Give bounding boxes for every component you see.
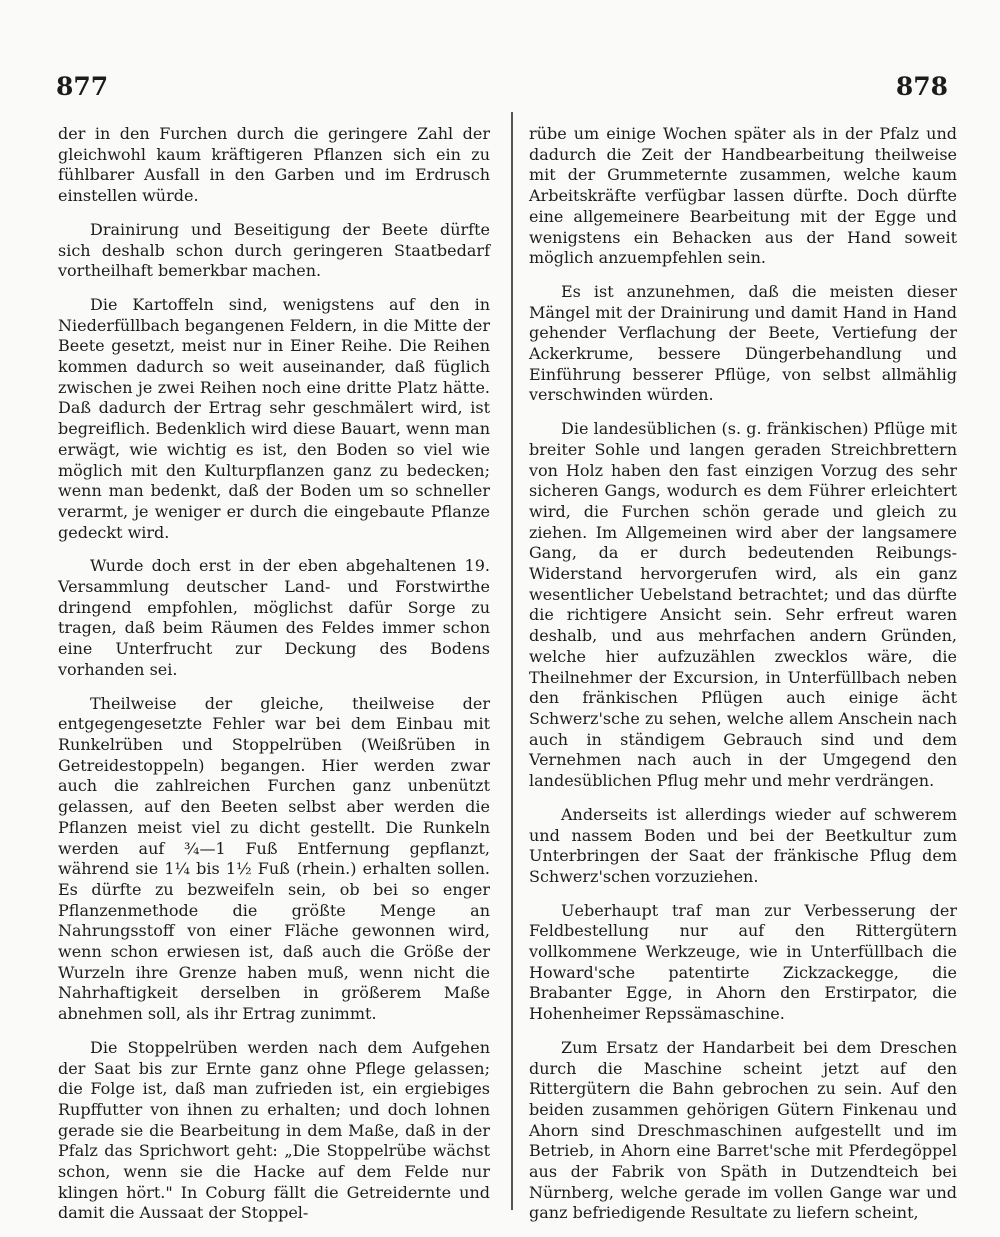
paragraph: Theilweise der gleiche, theilweise der entgegengesetzte Fehler war bei dem Einbau mit Runkelrüben und Stoppelrüben (Weißrüben in Getreidestoppeln) begangen. Hier werden zwar auch die zahlreichen Furchen ganz unbenützt gelassen, auf den Beeten selbst aber werden die Pflanzen meist viel zu dicht gestellt. Die Runkeln werden auf ¾—1 Fuß Entfernung gepflanzt, während sie 1¼ bis 1½ Fuß (rhein.) erhalten sollen. Es dürfte zu bezweifeln sein, ob bei so enger Pflanzenmethode die größte Menge an Nahrungsstoff von einer Fläche gewonnen wird, wenn schon erwiesen ist, daß auch die Größe der Wurzeln ihre Grenze haben muß, wenn nicht die Nahrhaftigkeit derselben in größerem Maße abnehmen soll, als ihr Ertrag zunimmt.: [58, 693, 490, 1024]
paragraph: Zum Ersatz der Handarbeit bei dem Dreschen durch die Maschine scheint jetzt auf den Rittergütern die Bahn gebrochen zu sein. Auf den beiden zusammen gehörigen Gütern Finkenau und Ahorn sind Dreschmaschinen aufgestellt und im Betrieb, in Ahorn eine Barret'sche mit Pferdegöppel aus der Fabrik von Späth in Dutzendteich bei Nürnberg, welche gerade im vollen Gange war und ganz befriedigende Resultate zu liefern scheint,: [529, 1037, 957, 1223]
paragraph: Drainirung und Beseitigung der Beete dürfte sich deshalb schon durch geringeren Staatbedarf vortheilhaft bemerkbar machen.: [58, 219, 490, 281]
paragraph: rübe um einige Wochen später als in der Pfalz und dadurch die Zeit der Handbearbeitung theilweise mit der Grummeternte zusammen, welche kaum Arbeitskräfte verfügbar lassen dürfte. Doch dürfte eine allgemeinere Bearbeitung mit der Egge und wenigstens ein Behacken aus der Hand soweit möglich anzuempfehlen sein.: [529, 124, 957, 268]
paragraph: Anderseits ist allerdings wieder auf schwerem und nassem Boden und bei der Beetkultur zum Unterbringen der Saat der fränkische Pflug dem Schwerz'schen vorzuziehen.: [529, 804, 957, 886]
paragraph: Wurde doch erst in der eben abgehaltenen 19. Versammlung deutscher Land- und Forstwirthe dringend empfohlen, möglichst dafür Sorge zu tragen, daß beim Räumen des Feldes immer schon eine Unterfrucht zur Deckung des Bodens vorhanden sei.: [58, 556, 490, 679]
left-column: [58, 124, 490, 1237]
paragraph: Ueberhaupt traf man zur Verbesserung der Feldbestellung nur auf den Rittergütern vollkommene Werkzeuge, wie in Unterfüllbach die Howard'sche patentirte Zickzackegge, die Brabanter Egge, in Ahorn den Erstirpator, die Hohenheimer Repssämaschine.: [529, 900, 957, 1024]
paragraph: Es ist anzunehmen, daß die meisten dieser Mängel mit der Drainirung und damit Hand in Hand gehender Verflachung der Beete, Vertiefung der Ackerkrume, bessere Düngerbehandlung und Einführung besserer Pflüge, von selbst allmählig verschwinden würden.: [529, 281, 957, 405]
paragraph: Die Stoppelrüben werden nach dem Aufgehen der Saat bis zur Ernte ganz ohne Pflege gelassen; die Folge ist, daß man zufrieden ist, ein ergiebiges Rupffutter von ihnen zu erhalten; und doch lohnen gerade sie die Bearbeitung in dem Maße, daß in der Pfalz das Sprichwort geht: „Die Stoppelrübe wächst schon, wenn sie die Hacke auf dem Felde nur klingen hört." In Coburg fällt die Getreidernte und damit die Aussaat der Stoppel-: [58, 1037, 490, 1223]
paragraph: der in den Furchen durch die geringere Zahl der gleichwohl kaum kräftigeren Pflanzen sich ein zu fühlbarer Ausfall in den Garben und im Erdrusch einstellen würde.: [58, 124, 490, 206]
paragraph: Die Kartoffeln sind, wenigstens auf den in Niederfüllbach begangenen Feldern, in die Mitte der Beete gesetzt, meist nur in Einer Reihe. Die Reihen kommen dadurch so weit auseinander, daß füglich zwischen je zwei Reihen noch eine dritte Platz hätte. Daß dadurch der Ertrag sehr geschmälert wird, ist begreiflich. Bedenklich wird diese Bauart, wenn man erwägt, wie wichtig es ist, den Boden so viel wie möglich mit den Kulturpflanzen ganz zu bedecken; wenn man bedenkt, daß der Boden um so schneller verarmt, je weniger er durch die eingebaute Pflanze gedeckt wird.: [58, 294, 490, 542]
page-number-right: 878: [895, 72, 948, 101]
right-column: [529, 124, 957, 1237]
paragraph: Die landesüblichen (s. g. fränkischen) Pflüge mit breiter Sohle und langen geraden Streichbrettern von Holz haben den fast einzigen Vorzug des sehr sicheren Gangs, wodurch es dem Führer erleichtert wird, die Furchen schön gerade und gleich zu ziehen. Im Allgemeinen wird aber der langsamere Gang, da er durch bedeutenden Reibungs-Widerstand hervorgerufen wird, als ein ganz wesentlicher Uebelstand betrachtet; und das dürfte die richtigere Ansicht sein. Sehr erfreut waren deshalb, und aus mehrfachen andern Gründen, welche hier aufzuzählen zwecklos wäre, die Theilnehmer der Excursion, in Unterfüllbach neben den fränkischen Pflügen auch einige ächt Schwerz'sche zu sehen, welche allem Anschein nach auch in ständigem Gebrauch sind und dem Vernehmen nach auch in der Umgegend den landesüblichen Pflug mehr und mehr verdrängen.: [529, 419, 957, 791]
column-divider: [511, 112, 513, 1210]
page-number-left: 877: [56, 72, 109, 101]
